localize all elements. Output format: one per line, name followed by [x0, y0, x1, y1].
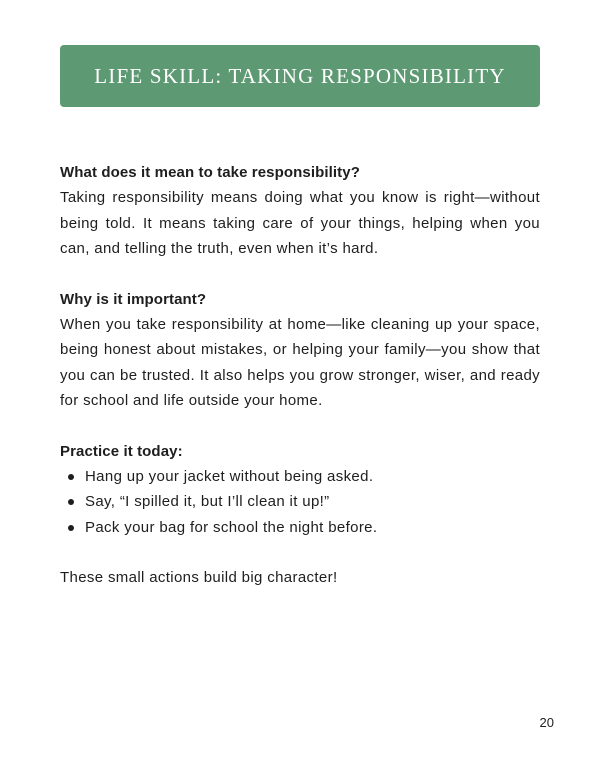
page-number: 20 [539, 715, 554, 730]
section-meaning [60, 160, 540, 262]
page-content [60, 160, 540, 591]
list-item [60, 489, 540, 515]
section-body: Taking responsibility means doing what you know is right—without being told. It means taking care of your things, helping when you can, and telling the truth, even when it’s hard. [60, 189, 540, 257]
section-heading: Why is it important? [60, 290, 207, 308]
practice-list [60, 464, 540, 541]
bullet-icon [68, 525, 74, 531]
list-item-text: Hang up your jacket without being asked. [85, 467, 374, 485]
list-item-text: Pack your bag for school the night before. [85, 518, 378, 536]
section-importance [60, 287, 540, 414]
bullet-icon [68, 474, 74, 480]
page-title: LIFE SKILL: TAKING RESPONSIBILITY [94, 63, 506, 88]
bullet-icon [68, 499, 74, 505]
section-heading: Practice it today: [60, 442, 183, 460]
list-item-text: Say, “I spilled it, but I’ll clean it up!” [85, 493, 330, 510]
section-practice [60, 439, 540, 541]
closing-text: These small actions build big character! [60, 569, 338, 586]
title-banner [60, 45, 540, 107]
section-body: When you take responsibility at home—like cleaning up your space, being honest about mistakes, or helping your family—you show that you can be trusted. It also helps you grow stronger, wiser, and ready for school and life outside your home. [60, 315, 540, 409]
list-item [60, 515, 540, 541]
section-heading: What does it mean to take responsibility? [60, 164, 360, 181]
list-item [60, 464, 540, 490]
